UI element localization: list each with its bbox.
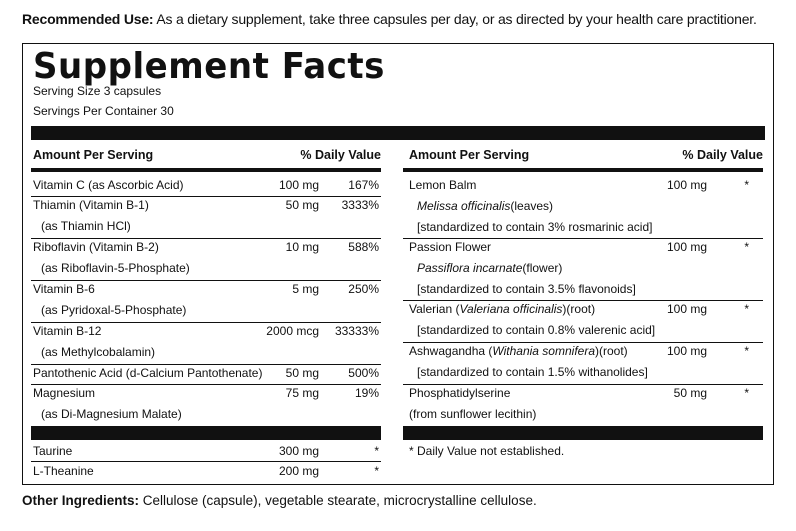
- other-ingredients-text: Cellulose (capsule), vegetable stearate, microcrystalline cellulose.: [139, 493, 537, 508]
- right-dv-header: % Daily Value: [682, 148, 763, 162]
- ingredient-row: [31, 442, 381, 462]
- herb-latin: Passiflora incarnate: [417, 261, 523, 275]
- recommended-use: [22, 11, 757, 27]
- herb-dv: *: [744, 240, 749, 254]
- herb-latin: Melissa officinalis: [417, 199, 511, 213]
- nutrient-amount: 75 mg: [285, 386, 319, 400]
- nutrient-row: [31, 196, 381, 238]
- serving-size: Serving Size 3 capsules: [33, 84, 162, 98]
- nutrient-dv: 588%: [348, 240, 379, 254]
- recommended-use-label: Recommended Use:: [22, 11, 154, 27]
- panel-title: Supplement Facts: [33, 46, 385, 87]
- nutrient-amount: 100 mg: [278, 178, 319, 192]
- herb-name: Lemon Balm: [409, 178, 477, 192]
- ingredient-name: Taurine: [33, 444, 73, 458]
- herb-part: )(root): [595, 344, 628, 358]
- herb-row: [403, 342, 763, 384]
- herb-source: (from sunflower lecithin): [409, 407, 537, 421]
- herb-amount: 100 mg: [666, 178, 707, 192]
- nutrient-source: (as Thiamin HCl): [41, 219, 131, 233]
- nutrient-row: [31, 364, 381, 384]
- nutrient-name: Magnesium: [33, 386, 96, 400]
- nutrient-name: Riboflavin (Vitamin B-2): [33, 240, 159, 254]
- ingredient-amount: 200 mg: [278, 464, 319, 478]
- herb-amount: 100 mg: [666, 240, 707, 254]
- herb-row: [403, 300, 763, 342]
- right-header-rule: [403, 168, 763, 172]
- left-dv-header: % Daily Value: [300, 148, 381, 162]
- supplement-facts-panel: [22, 43, 774, 485]
- nutrient-dv: 3333%: [341, 198, 379, 212]
- ingredient-row: [31, 462, 381, 482]
- herb-row: [403, 384, 763, 426]
- left-section-bar: [31, 426, 381, 440]
- herb-amount: 100 mg: [666, 344, 707, 358]
- nutrient-dv: 250%: [348, 282, 379, 296]
- herb-name: Valerian (: [409, 302, 460, 316]
- herb-latin: Withania somnifera: [492, 344, 595, 358]
- left-amount-header: Amount Per Serving: [33, 148, 154, 162]
- nutrient-dv: 500%: [348, 366, 379, 380]
- right-column: [403, 140, 763, 480]
- nutrient-row: [31, 176, 381, 196]
- nutrient-amount: 50 mg: [285, 198, 319, 212]
- nutrient-row: [31, 238, 381, 280]
- herb-dv: *: [744, 178, 749, 192]
- herb-dv: *: [744, 344, 749, 358]
- nutrient-row: [31, 280, 381, 322]
- nutrient-row: [31, 322, 381, 364]
- footnote: * Daily Value not established.: [409, 444, 565, 458]
- nutrient-name: Pantothenic Acid (d-Calcium Pantothenate): [33, 366, 263, 380]
- herb-dv: *: [744, 302, 749, 316]
- herb-name: Phosphatidylserine: [409, 386, 511, 400]
- herb-part: )(root): [562, 302, 596, 316]
- nutrient-source: (as Riboflavin-5-Phosphate): [41, 261, 190, 275]
- herb-standardization: [standardized to contain 3.5% flavonoids]: [417, 282, 636, 296]
- herb-name: Passion Flower: [409, 240, 492, 254]
- herb-latin: Valeriana officinalis: [459, 302, 563, 316]
- ingredient-name: L-Theanine: [33, 464, 94, 478]
- nutrient-name: Vitamin C (as Ascorbic Acid): [33, 178, 184, 192]
- right-section-bar: [403, 426, 763, 440]
- herb-name: Ashwagandha (: [409, 344, 493, 358]
- nutrient-amount: 5 mg: [292, 282, 319, 296]
- herb-standardization: [standardized to contain 0.8% valerenic acid]: [417, 323, 656, 337]
- servings-per-container: Servings Per Container 30: [33, 104, 174, 118]
- herb-dv: *: [744, 386, 749, 400]
- herb-row: [403, 176, 763, 238]
- nutrient-dv: 33333%: [334, 324, 379, 338]
- nutrient-source: (as Pyridoxal-5-Phosphate): [41, 303, 187, 317]
- nutrient-name: Thiamin (Vitamin B-1): [33, 198, 149, 212]
- nutrient-amount: 10 mg: [285, 240, 319, 254]
- other-ingredients-label: Other Ingredients:: [22, 493, 140, 508]
- herb-part: (flower): [522, 261, 563, 275]
- herb-standardization: [standardized to contain 3% rosmarinic acid]: [417, 220, 653, 234]
- right-amount-header: Amount Per Serving: [409, 148, 530, 162]
- herb-part: (leaves): [510, 199, 554, 213]
- nutrient-source: (as Di-Magnesium Malate): [41, 407, 182, 421]
- nutrient-row: [31, 384, 381, 426]
- nutrient-amount: 50 mg: [285, 366, 319, 380]
- nutrient-dv: 167%: [348, 178, 379, 192]
- header-divider-bar: [31, 126, 765, 140]
- ingredient-amount: 300 mg: [278, 444, 319, 458]
- nutrient-dv: 19%: [354, 386, 379, 400]
- herb-standardization: [standardized to contain 1.5% withanolides]: [417, 365, 648, 379]
- left-header-rule: [31, 168, 381, 172]
- ingredient-dv: *: [374, 464, 379, 478]
- nutrient-amount: 2000 mcg: [266, 324, 319, 338]
- ingredient-dv: *: [374, 444, 379, 458]
- recommended-use-text: As a dietary supplement, take three capsules per day, or as directed by your health care practitioner.: [153, 11, 757, 27]
- nutrient-name: Vitamin B-6: [33, 282, 95, 296]
- left-column: [31, 140, 381, 480]
- herb-amount: 50 mg: [673, 386, 707, 400]
- other-ingredients: [22, 493, 537, 508]
- nutrient-source: (as Methylcobalamin): [41, 345, 156, 359]
- nutrient-name: Vitamin B-12: [33, 324, 102, 338]
- herb-amount: 100 mg: [666, 302, 707, 316]
- herb-row: [403, 238, 763, 300]
